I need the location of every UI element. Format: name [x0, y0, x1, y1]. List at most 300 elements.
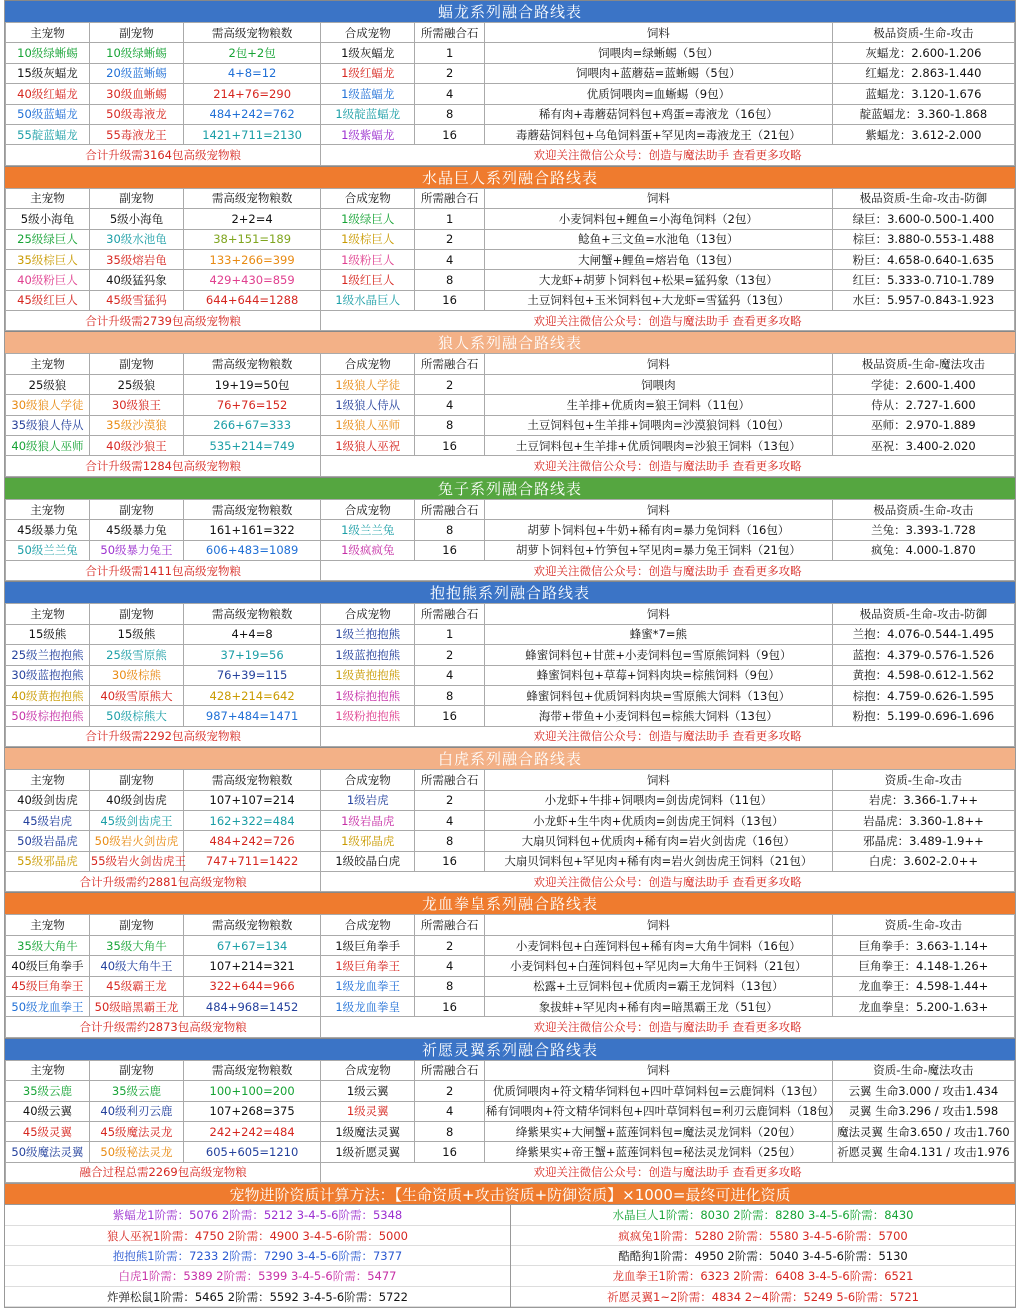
column-header: 饲料 — [484, 23, 832, 43]
table-cell: 161+161=322 — [184, 520, 321, 540]
table-cell: 5级小海龟 — [89, 209, 183, 229]
table-cell: 1级龙血拳王 — [321, 976, 415, 996]
table-row — [6, 63, 1015, 83]
column-header: 主宠物 — [6, 188, 90, 208]
table-cell: 76+76=152 — [184, 395, 321, 415]
section-title: 抱抱熊系列融合路线表 — [5, 581, 1015, 603]
table-cell: 1级棕抱抱熊 — [321, 685, 415, 705]
table-cell: 30级血蜥蜴 — [89, 84, 183, 104]
table-cell: 40级粉巨人 — [6, 270, 90, 290]
table-cell: 1级粉抱抱熊 — [321, 706, 415, 726]
column-header: 所需融合石 — [415, 23, 485, 43]
evolution-requirement-row: 紫蝠龙1阶需：5076 2阶需：5212 3-4-5-6阶需：5348 — [5, 1205, 510, 1225]
table-cell: 37+19=56 — [184, 645, 321, 665]
column-header: 需高级宠物粮数 — [184, 354, 321, 374]
wechat-ad-text: 欢迎关注微信公众号：创造与魔法助手 查看更多攻略 — [321, 1017, 1015, 1037]
table-cell: 8 — [415, 415, 485, 435]
evolution-requirement-row: 白虎1阶需：5389 2阶需：5399 3-4-5-6阶需：5477 — [5, 1266, 510, 1286]
table-cell: 8 — [415, 976, 485, 996]
summary-row — [6, 456, 1015, 476]
table-cell: 30级水池龟 — [89, 229, 183, 249]
table-cell: 1级狼人巫祝 — [321, 436, 415, 456]
table-cell: 214+76=290 — [184, 84, 321, 104]
table-cell: 4 — [415, 810, 485, 830]
column-header: 资质-生命-攻击 — [832, 915, 1014, 935]
column-header: 极品资质-生命-魔法攻击 — [832, 354, 1014, 374]
table-cell: 2 — [415, 63, 485, 83]
table-cell: 4 — [415, 1101, 485, 1121]
column-header: 副宠物 — [89, 915, 183, 935]
table-cell: 龙血拳王：4.598-1.44+ — [832, 976, 1014, 996]
evolution-requirement-row: 疯疯兔1阶需：5280 2阶需：5580 3-4-5-6阶需：5700 — [511, 1226, 1015, 1246]
table-row — [6, 851, 1015, 871]
table-cell: 灰蝠龙：2.600-1.206 — [832, 43, 1014, 63]
table-cell: 1级兰抱抱熊 — [321, 624, 415, 644]
evolution-column-right — [510, 1205, 1015, 1307]
column-header: 所需融合石 — [415, 604, 485, 624]
table-cell: 2+2=4 — [184, 209, 321, 229]
table-cell: 饲喂肉+蓝蘑菇=蓝蜥蜴（5包） — [484, 63, 832, 83]
column-header: 所需融合石 — [415, 499, 485, 519]
summary-row — [6, 1162, 1015, 1182]
table-cell: 50级毒液龙 — [89, 104, 183, 124]
table-cell: 土豆饲料包+生羊排+优质饲喂肉=沙狼王饲料（13包） — [484, 436, 832, 456]
wechat-ad-text: 欢迎关注微信公众号：创造与魔法助手 查看更多攻略 — [321, 311, 1015, 331]
summary-row — [6, 560, 1015, 580]
table-cell: 1级岩虎 — [321, 790, 415, 810]
column-header: 所需融合石 — [415, 354, 485, 374]
total-feed-summary: 融合过程总需2269包高级宠物粮 — [6, 1162, 321, 1182]
table-cell: 644+644=1288 — [184, 290, 321, 310]
table-cell: 45级暴力兔 — [6, 520, 90, 540]
table-cell: 429+430=859 — [184, 270, 321, 290]
table-cell: 灵翼 生命3.296 / 攻击1.598 — [832, 1101, 1014, 1121]
table-cell: 30级棕熊 — [89, 665, 183, 685]
table-cell: 40级红蝠龙 — [6, 84, 90, 104]
column-header: 主宠物 — [6, 1060, 90, 1080]
table-cell: 疯兔：4.000-1.870 — [832, 540, 1014, 560]
route-table — [5, 22, 1015, 166]
column-header: 主宠物 — [6, 499, 90, 519]
table-cell: 土豆饲料包+玉米饲料包+大龙虾=雪猛犸（13包） — [484, 290, 832, 310]
evolution-requirement-row: 抱抱熊1阶需：7233 2阶需：7290 3-4-5-6阶需：7377 — [5, 1246, 510, 1266]
evolution-requirement-row: 龙血拳王1阶需：6323 2阶需：6408 3-4-5-6阶需：6521 — [511, 1266, 1015, 1286]
table-cell: 50级蓝蝠龙 — [6, 104, 90, 124]
table-row — [6, 685, 1015, 705]
table-cell: 605+605=1210 — [184, 1142, 321, 1162]
table-cell: 484+242=762 — [184, 104, 321, 124]
table-cell: 小麦饲料包+白莲饲料包+罕见肉=大角牛王饲料（21包） — [484, 956, 832, 976]
table-cell: 巨角拳手：3.663-1.14+ — [832, 935, 1014, 955]
table-cell: 100+100=200 — [184, 1081, 321, 1101]
table-cell: 35级棕巨人 — [6, 249, 90, 269]
table-cell: 1级黄抱抱熊 — [321, 665, 415, 685]
table-cell: 2 — [415, 229, 485, 249]
column-header: 资质-生命-魔法攻击 — [832, 1060, 1014, 1080]
column-header: 副宠物 — [89, 354, 183, 374]
column-header: 合成宠物 — [321, 499, 415, 519]
column-header: 副宠物 — [89, 23, 183, 43]
table-cell: 25级绿巨人 — [6, 229, 90, 249]
table-row — [6, 249, 1015, 269]
column-header: 饲料 — [484, 499, 832, 519]
total-feed-summary: 合计升级需约2881包高级宠物粮 — [6, 872, 321, 892]
table-cell: 1级龙血拳皇 — [321, 997, 415, 1017]
table-row — [6, 956, 1015, 976]
table-cell: 小龙虾+生牛肉+优质肉=剑齿虎王饲料（13包） — [484, 810, 832, 830]
table-cell: 16 — [415, 706, 485, 726]
table-cell: 侍从：2.727-1.600 — [832, 395, 1014, 415]
table-cell: 15级熊 — [6, 624, 90, 644]
column-header: 副宠物 — [89, 499, 183, 519]
table-cell: 小麦饲料包+鲤鱼=小海龟饲料（2包） — [484, 209, 832, 229]
section-title: 龙血拳皇系列融合路线表 — [5, 892, 1015, 914]
table-row — [6, 270, 1015, 290]
table-cell: 45级雪猛犸 — [89, 290, 183, 310]
section-title: 兔子系列融合路线表 — [5, 477, 1015, 499]
table-cell: 535+214=749 — [184, 436, 321, 456]
table-cell: 粉巨：4.658-0.640-1.635 — [832, 249, 1014, 269]
table-cell: 饲喂肉=绿蜥蜴（5包） — [484, 43, 832, 63]
table-cell: 50级暗黑霸王龙 — [89, 997, 183, 1017]
table-cell: 象拔蚌+罕见肉+稀有肉=暗黑霸王龙（51包） — [484, 997, 832, 1017]
table-cell: 50级魔法灵翼 — [6, 1142, 90, 1162]
table-cell: 大扇贝饲料包+优质肉+稀有肉=岩火剑齿虎（16包） — [484, 831, 832, 851]
table-cell: 生羊排+优质肉=狼王饲料（11包） — [484, 395, 832, 415]
table-cell: 50级棕抱抱熊 — [6, 706, 90, 726]
table-cell: 1 — [415, 209, 485, 229]
column-header: 饲料 — [484, 770, 832, 790]
table-cell: 1级狼人侍从 — [321, 395, 415, 415]
column-header: 合成宠物 — [321, 23, 415, 43]
table-cell: 35级云鹿 — [89, 1081, 183, 1101]
table-cell: 107+107=214 — [184, 790, 321, 810]
table-cell: 蜂蜜*7=熊 — [484, 624, 832, 644]
table-cell: 1级邪晶虎 — [321, 831, 415, 851]
column-header: 主宠物 — [6, 604, 90, 624]
table-cell: 45级岩虎 — [6, 810, 90, 830]
column-header: 合成宠物 — [321, 1060, 415, 1080]
table-header-row — [6, 915, 1015, 935]
table-cell: 蜂蜜饲料包+甘蔗+小麦饲料包=雪原熊饲料（9包） — [484, 645, 832, 665]
table-cell: 8 — [415, 685, 485, 705]
column-header: 饲料 — [484, 915, 832, 935]
wechat-ad-text: 欢迎关注微信公众号：创造与魔法助手 查看更多攻略 — [321, 456, 1015, 476]
table-header-row — [6, 1060, 1015, 1080]
column-header: 饲料 — [484, 188, 832, 208]
table-cell: 学徒：2.600-1.400 — [832, 374, 1014, 394]
table-cell: 45级剑齿虎王 — [89, 810, 183, 830]
table-cell: 大闸蟹+鲤鱼=熔岩龟（13包） — [484, 249, 832, 269]
table-row — [6, 1081, 1015, 1101]
column-header: 合成宠物 — [321, 354, 415, 374]
table-cell: 黄抱：4.598-0.612-1.562 — [832, 665, 1014, 685]
table-cell: 1级红巨人 — [321, 270, 415, 290]
column-header: 所需融合石 — [415, 1060, 485, 1080]
table-cell: 133+266=399 — [184, 249, 321, 269]
table-cell: 1级棕巨人 — [321, 229, 415, 249]
table-header-row — [6, 499, 1015, 519]
wechat-ad-text: 欢迎关注微信公众号：创造与魔法助手 查看更多攻略 — [321, 145, 1015, 165]
table-cell: 土豆饲料包+生羊排+饲喂肉=沙漠狼饲料（10包） — [484, 415, 832, 435]
table-cell: 45级灵翼 — [6, 1121, 90, 1141]
column-header: 所需融合石 — [415, 188, 485, 208]
section-3 — [4, 477, 1016, 582]
table-cell: 1级粉巨人 — [321, 249, 415, 269]
table-cell: 4+4=8 — [184, 624, 321, 644]
column-header: 资质-生命-攻击 — [832, 770, 1014, 790]
section-6 — [4, 892, 1016, 1037]
table-cell: 15级灰蝠龙 — [6, 63, 90, 83]
column-header: 需高级宠物粮数 — [184, 1060, 321, 1080]
table-cell: 428+214=642 — [184, 685, 321, 705]
table-cell: 107+214=321 — [184, 956, 321, 976]
table-cell: 162+322=484 — [184, 810, 321, 830]
table-cell: 2 — [415, 645, 485, 665]
table-row — [6, 104, 1015, 124]
table-cell: 绿巨：3.600-0.500-1.400 — [832, 209, 1014, 229]
table-cell: 40级大角牛王 — [89, 956, 183, 976]
section-1 — [4, 166, 1016, 332]
table-cell: 兰抱：4.076-0.544-1.495 — [832, 624, 1014, 644]
table-cell: 蓝抱：4.379-0.576-1.526 — [832, 645, 1014, 665]
table-row — [6, 43, 1015, 63]
table-cell: 16 — [415, 436, 485, 456]
column-header: 饲料 — [484, 1060, 832, 1080]
table-cell: 50级岩晶虎 — [6, 831, 90, 851]
table-cell: 红蝠龙：2.863-1.440 — [832, 63, 1014, 83]
table-cell: 16 — [415, 290, 485, 310]
table-cell: 1级紫蝠龙 — [321, 124, 415, 144]
table-cell: 322+644=966 — [184, 976, 321, 996]
table-cell: 484+242=726 — [184, 831, 321, 851]
table-row — [6, 665, 1015, 685]
total-feed-summary: 合计升级需约2873包高级宠物粮 — [6, 1017, 321, 1037]
wechat-ad-text: 欢迎关注微信公众号：创造与魔法助手 查看更多攻略 — [321, 726, 1015, 746]
table-cell: 30级狼人学徒 — [6, 395, 90, 415]
table-cell: 30级狼王 — [89, 395, 183, 415]
table-cell: 50级岩火剑齿虎 — [89, 831, 183, 851]
table-row — [6, 84, 1015, 104]
table-cell: 龙血拳皇：5.200-1.63+ — [832, 997, 1014, 1017]
evolution-requirement-row: 祈愿灵翼1~2阶需：4834 2~4阶需：5249 5-6阶需：5721 — [511, 1287, 1015, 1307]
table-cell: 巫祝：3.400-2.020 — [832, 436, 1014, 456]
table-cell: 巫师：2.970-1.889 — [832, 415, 1014, 435]
table-cell: 1级水晶巨人 — [321, 290, 415, 310]
table-cell: 胡萝卜饲料包+竹笋包+罕见肉=暴力兔王饲料（21包） — [484, 540, 832, 560]
evolution-requirement-row: 狼人巫祝1阶需：4750 2阶需：4900 3-4-5-6阶需：5000 — [5, 1226, 510, 1246]
column-header: 副宠物 — [89, 770, 183, 790]
table-cell: 1级蓝蝠龙 — [321, 84, 415, 104]
total-feed-summary: 合计升级需2292包高级宠物粮 — [6, 726, 321, 746]
table-cell: 19+19=50包 — [184, 374, 321, 394]
table-cell: 岩虎：3.366-1.7++ — [832, 790, 1014, 810]
summary-row — [6, 311, 1015, 331]
table-cell: 1级祈愿灵翼 — [321, 1142, 415, 1162]
table-row — [6, 209, 1015, 229]
table-cell: 76+39=115 — [184, 665, 321, 685]
section-title: 白虎系列融合路线表 — [5, 747, 1015, 769]
table-cell: 岩晶虎：3.360-1.8++ — [832, 810, 1014, 830]
table-cell: 35级云鹿 — [6, 1081, 90, 1101]
table-header-row — [6, 604, 1015, 624]
column-header: 饲料 — [484, 604, 832, 624]
table-cell: 1级蓝抱抱熊 — [321, 645, 415, 665]
table-row — [6, 645, 1015, 665]
table-cell: 4 — [415, 84, 485, 104]
table-cell: 1级灰蝠龙 — [321, 43, 415, 63]
table-row — [6, 395, 1015, 415]
table-cell: 胡萝卜饲料包+牛奶+稀有肉=暴力兔饲料（16包） — [484, 520, 832, 540]
table-row — [6, 290, 1015, 310]
column-header: 需高级宠物粮数 — [184, 188, 321, 208]
table-cell: 祈愿灵翼 生命4.131 / 攻击1.976 — [832, 1142, 1014, 1162]
table-row — [6, 810, 1015, 830]
column-header: 所需融合石 — [415, 770, 485, 790]
table-header-row — [6, 188, 1015, 208]
table-row — [6, 997, 1015, 1017]
table-cell: 10级绿蜥蜴 — [89, 43, 183, 63]
table-cell: 小麦饲料包+白莲饲料包+稀有肉=大角牛饲料（16包） — [484, 935, 832, 955]
column-header: 需高级宠物粮数 — [184, 604, 321, 624]
summary-row — [6, 726, 1015, 746]
table-cell: 25级狼 — [89, 374, 183, 394]
evolution-requirement-row: 酷酷狗1阶需：4950 2阶需：5040 3-4-5-6阶需：5130 — [511, 1246, 1015, 1266]
table-cell: 兰兔：3.393-1.728 — [832, 520, 1014, 540]
section-7 — [4, 1038, 1016, 1183]
table-cell: 35级大角牛 — [89, 935, 183, 955]
wechat-ad-text: 欢迎关注微信公众号：创造与魔法助手 查看更多攻略 — [321, 1162, 1015, 1182]
table-cell: 40级黄抱抱熊 — [6, 685, 90, 705]
table-cell: 40级狼人巫师 — [6, 436, 90, 456]
summary-row — [6, 1017, 1015, 1037]
table-cell: 松露+土豆饲料包+优质肉=霸王龙饲料（13包） — [484, 976, 832, 996]
summary-row — [6, 145, 1015, 165]
column-header: 所需融合石 — [415, 915, 485, 935]
table-cell: 魔法灵翼 生命3.650 / 攻击1.760 — [832, 1121, 1014, 1141]
table-cell: 242+242=484 — [184, 1121, 321, 1141]
table-cell: 大龙虾+胡萝卜饲料包+松果=猛犸象（13包） — [484, 270, 832, 290]
table-cell: 优质饲喂肉+符文精华饲料包+四叶草饲料包=云鹿饲料（13包） — [484, 1081, 832, 1101]
total-feed-summary: 合计升级需2739包高级宠物粮 — [6, 311, 321, 331]
table-row — [6, 831, 1015, 851]
table-cell: 16 — [415, 540, 485, 560]
total-feed-summary: 合计升级需3164包高级宠物粮 — [6, 145, 321, 165]
table-cell: 40级沙狼王 — [89, 436, 183, 456]
table-row — [6, 124, 1015, 144]
table-cell: 16 — [415, 1142, 485, 1162]
table-cell: 绛紫果实+大闸蟹+蓝莲饲料包=魔法灵龙饲料（20包） — [484, 1121, 832, 1141]
table-row — [6, 976, 1015, 996]
table-cell: 40级剑齿虎 — [6, 790, 90, 810]
column-header: 主宠物 — [6, 915, 90, 935]
table-cell: 1级靛蓝蝠龙 — [321, 104, 415, 124]
evolution-column-left — [5, 1205, 510, 1307]
table-cell: 40级利刃云鹿 — [89, 1101, 183, 1121]
table-cell: 1级狼人学徒 — [321, 374, 415, 394]
table-cell: 1 — [415, 624, 485, 644]
table-cell: 40级猛犸象 — [89, 270, 183, 290]
table-cell: 鲶鱼+三文鱼=水池龟（13包） — [484, 229, 832, 249]
table-cell: 蜂蜜饲料包+草莓+饲料肉块=棕熊饲料（9包） — [484, 665, 832, 685]
table-cell: 1级岩晶虎 — [321, 810, 415, 830]
table-cell: 55靛蓝蝠龙 — [6, 124, 90, 144]
table-cell: 红巨：5.333-0.710-1.789 — [832, 270, 1014, 290]
table-row — [6, 436, 1015, 456]
table-row — [6, 624, 1015, 644]
column-header: 需高级宠物粮数 — [184, 23, 321, 43]
table-cell: 2 — [415, 1081, 485, 1101]
table-cell: 45级魔法灵龙 — [89, 1121, 183, 1141]
table-cell: 1级绿巨人 — [321, 209, 415, 229]
table-cell: 35级大角牛 — [6, 935, 90, 955]
table-cell: 邪晶虎：3.489-1.9++ — [832, 831, 1014, 851]
table-cell: 8 — [415, 104, 485, 124]
evolution-formula-title: 宠物进阶资质计算方法：【生命资质+攻击资质+防御资质】×1000=最终可进化资质 — [4, 1183, 1016, 1205]
column-header: 副宠物 — [89, 1060, 183, 1080]
table-cell: 606+483=1089 — [184, 540, 321, 560]
table-cell: 45级红巨人 — [6, 290, 90, 310]
table-cell: 40级云翼 — [6, 1101, 90, 1121]
table-cell: 107+268=375 — [184, 1101, 321, 1121]
table-cell: 蓝蝠龙：3.120-1.676 — [832, 84, 1014, 104]
table-cell: 4 — [415, 249, 485, 269]
table-cell: 饲喂肉 — [484, 374, 832, 394]
section-title: 狼人系列融合路线表 — [5, 331, 1015, 353]
table-cell: 稀有饲喂肉+符文精华饲料包+四叶草饲料包=利刃云鹿饲料（18包） — [484, 1101, 832, 1121]
table-cell: 35级熔岩龟 — [89, 249, 183, 269]
column-header: 极品资质-生命-攻击 — [832, 499, 1014, 519]
table-cell: 40级巨角拳手 — [6, 956, 90, 976]
column-header: 合成宠物 — [321, 604, 415, 624]
table-header-row — [6, 354, 1015, 374]
table-cell: 38+151=189 — [184, 229, 321, 249]
table-cell: 靛蓝蝠龙：3.360-1.868 — [832, 104, 1014, 124]
column-header: 需高级宠物粮数 — [184, 915, 321, 935]
column-header: 极品资质-生命-攻击-防御 — [832, 604, 1014, 624]
route-table — [5, 1060, 1015, 1183]
section-title: 水晶巨人系列融合路线表 — [5, 166, 1015, 188]
table-cell: 4 — [415, 665, 485, 685]
table-cell: 20级蓝蜥蜴 — [89, 63, 183, 83]
table-row — [6, 935, 1015, 955]
table-cell: 1级巨角拳王 — [321, 956, 415, 976]
table-cell: 25级兰抱抱熊 — [6, 645, 90, 665]
section-2 — [4, 331, 1016, 476]
table-cell: 747+711=1422 — [184, 851, 321, 871]
table-cell: 绛紫果实+帝王蟹+蓝莲饲料包=秘法灵龙饲料（25包） — [484, 1142, 832, 1162]
table-row — [6, 1142, 1015, 1162]
evolution-requirement-row: 炸弹松鼠1阶需：5465 2阶需：5592 3-4-5-6阶需：5722 — [5, 1287, 510, 1307]
column-header: 主宠物 — [6, 770, 90, 790]
table-cell: 巨角拳王：4.148-1.26+ — [832, 956, 1014, 976]
table-cell: 1421+711=2130 — [184, 124, 321, 144]
table-cell: 484+968=1452 — [184, 997, 321, 1017]
table-cell: 15级熊 — [89, 624, 183, 644]
table-cell: 海带+带鱼+小麦饲料包=棕熊大饲料（13包） — [484, 706, 832, 726]
route-table — [5, 188, 1015, 332]
table-cell: 987+484=1471 — [184, 706, 321, 726]
table-cell: 棕抱：4.759-0.626-1.595 — [832, 685, 1014, 705]
table-cell: 水巨：5.957-0.843-1.923 — [832, 290, 1014, 310]
table-row — [6, 706, 1015, 726]
table-cell: 小龙虾+牛排+饲喂肉=剑齿虎饲料（11包） — [484, 790, 832, 810]
table-cell: 55级岩火剑齿虎王 — [89, 851, 183, 871]
table-cell: 5级小海龟 — [6, 209, 90, 229]
summary-row — [6, 872, 1015, 892]
table-cell: 2 — [415, 935, 485, 955]
table-cell: 1级巨角拳手 — [321, 935, 415, 955]
